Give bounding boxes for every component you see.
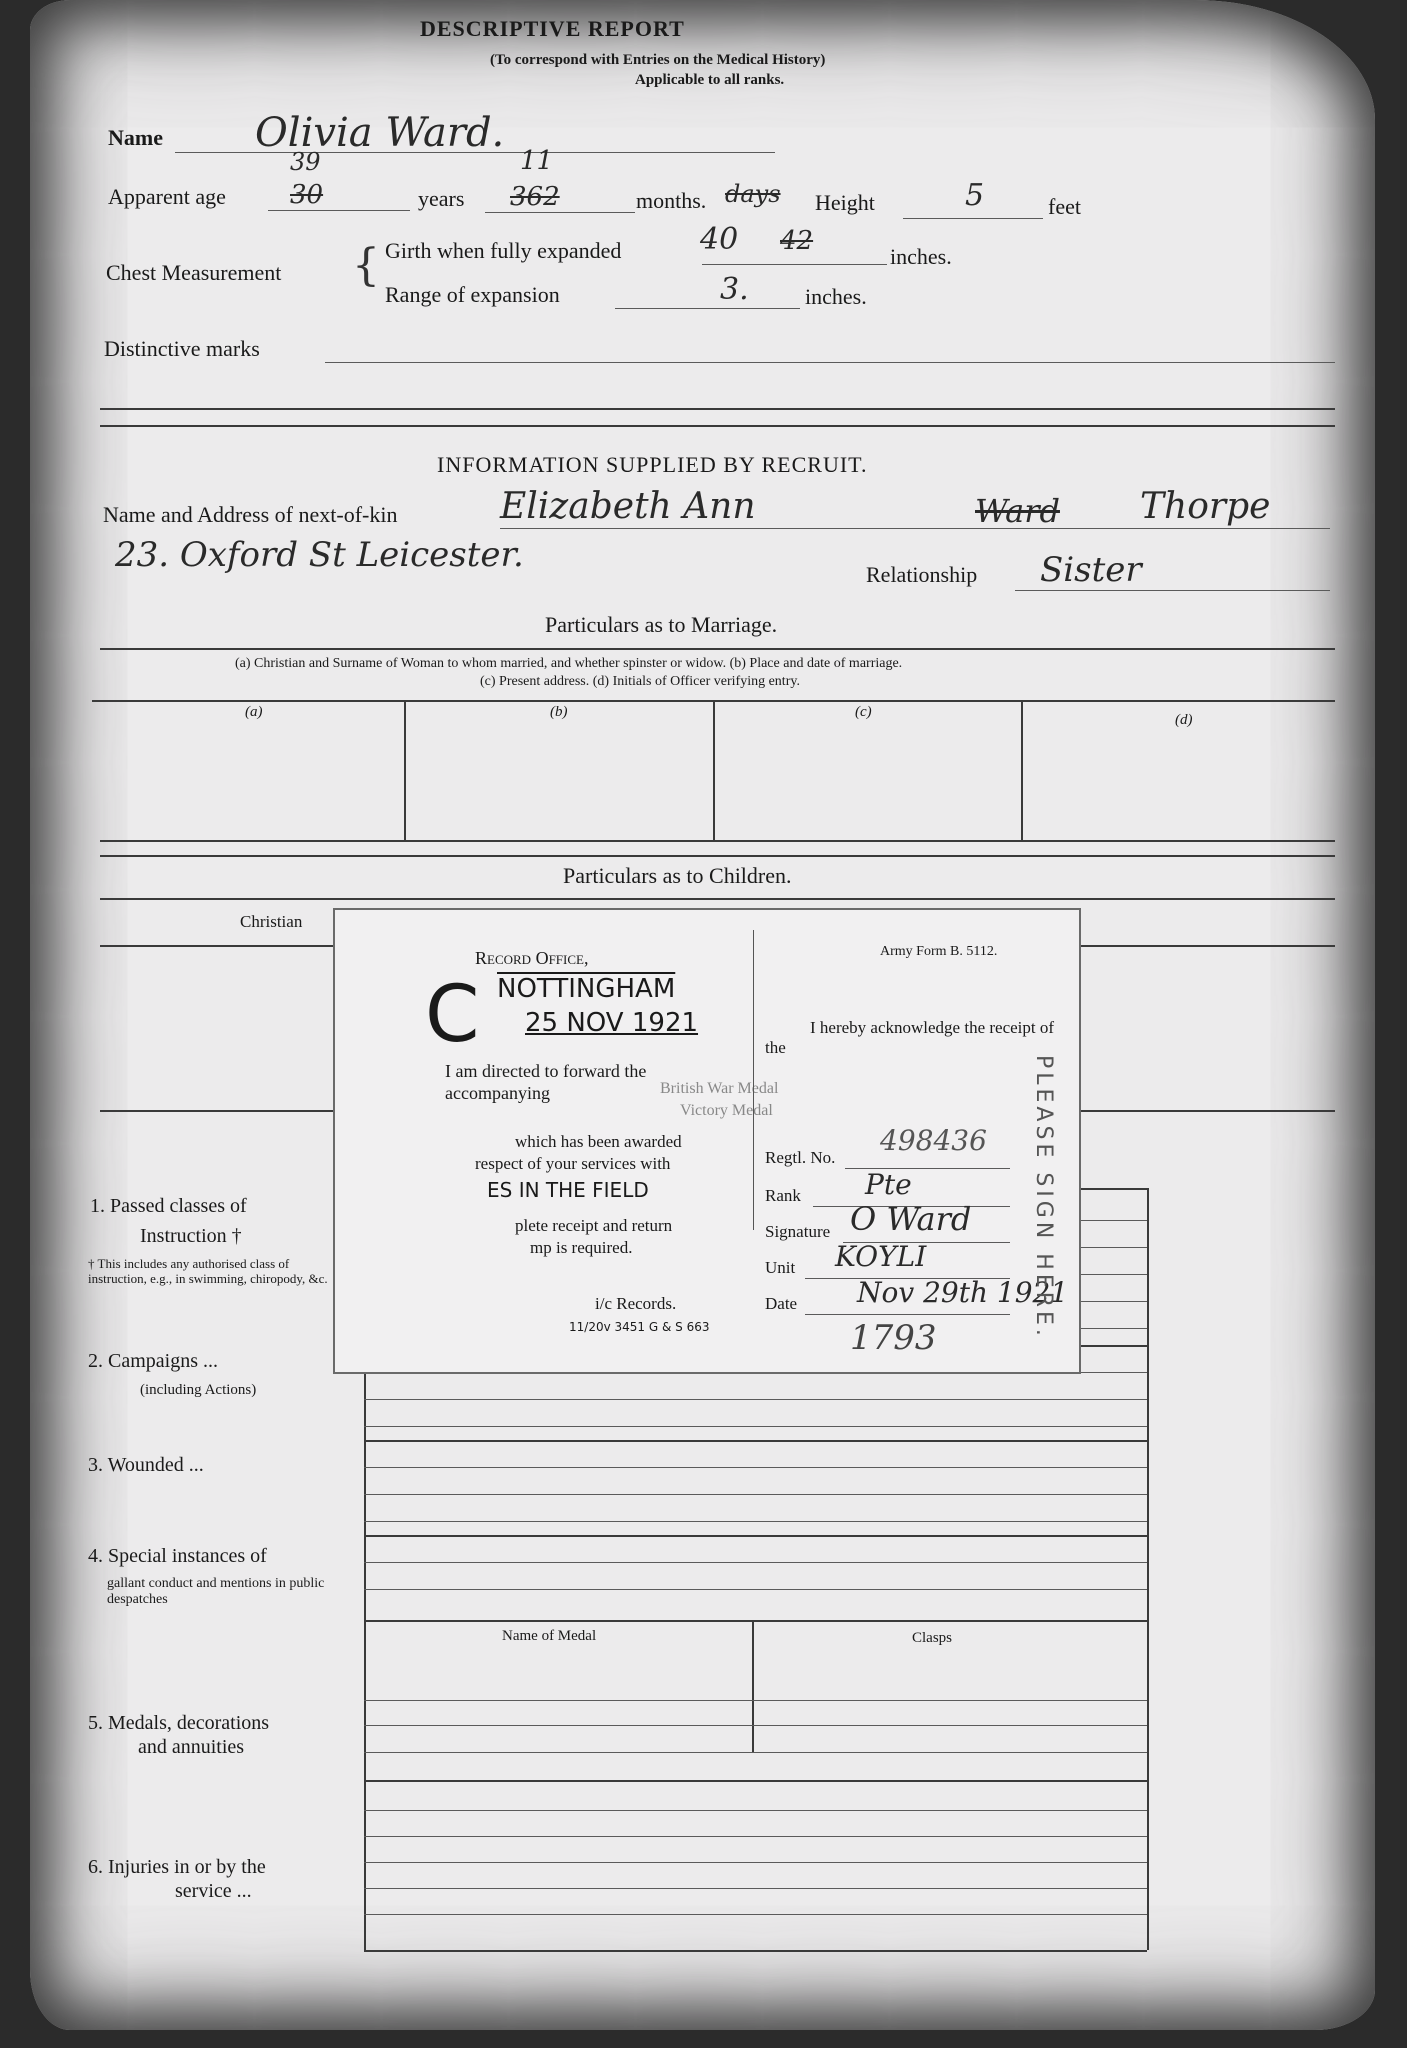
marks-label: Distinctive marks bbox=[104, 336, 260, 361]
chest-brace: { bbox=[352, 240, 380, 291]
slip-awarded: which has been awarded bbox=[515, 1132, 682, 1151]
months-value: 11 bbox=[520, 146, 554, 176]
marriage-bottom-line bbox=[100, 840, 1335, 842]
slip-regtl-label: Regtl. No. bbox=[765, 1148, 836, 1167]
slip-regtl-value: 498436 bbox=[880, 1124, 987, 1157]
marriage-col-d: (d) bbox=[1175, 712, 1193, 728]
children-row-line-4 bbox=[1077, 1110, 1335, 1112]
height-value: 5 bbox=[965, 178, 985, 213]
slip-sig-label: Signature bbox=[765, 1222, 831, 1241]
section-1-note: † This includes any authorised class of instruction, e.g., in swimming, chiropody, &c. bbox=[88, 1256, 328, 1286]
range-value: 3. bbox=[720, 272, 749, 307]
kin-label: Name and Address of next-of-kin bbox=[103, 502, 398, 527]
section-2-num: 2. bbox=[88, 1350, 103, 1372]
slip-field: ES IN THE FIELD bbox=[487, 1178, 649, 1202]
range-inches: inches. bbox=[805, 284, 867, 309]
doc-subtitle-2: Applicable to all ranks. bbox=[635, 72, 785, 88]
children-row-line-3 bbox=[100, 1110, 333, 1112]
kin-struck: Ward bbox=[975, 492, 1060, 530]
girth-label: Girth when fully expanded bbox=[385, 238, 622, 263]
section-6-label bbox=[88, 1856, 266, 1879]
name-value: Olivia Ward. bbox=[255, 110, 505, 156]
slip-rank-value: Pte bbox=[865, 1168, 912, 1201]
months-label: months. bbox=[636, 188, 707, 213]
slip-item-2: Victory Medal bbox=[680, 1102, 773, 1119]
children-header-line bbox=[100, 898, 1335, 900]
months-line bbox=[485, 212, 635, 213]
section-1-label bbox=[90, 1195, 247, 1218]
age-line bbox=[268, 210, 410, 211]
slip-date-value: Nov 29th 1921 bbox=[857, 1276, 1069, 1309]
age-struck: 30 bbox=[290, 180, 324, 210]
section-6-text: Injuries in or by the bbox=[108, 1856, 266, 1878]
marks-line-1 bbox=[325, 362, 1335, 363]
doc-title: DESCRIPTIVE REPORT bbox=[420, 16, 685, 41]
relationship-value: Sister bbox=[1040, 550, 1142, 590]
slip-respect: respect of your services with bbox=[475, 1154, 671, 1173]
slip-item: British War Medal bbox=[660, 1080, 779, 1097]
range-line bbox=[615, 308, 800, 309]
section-4-num: 4. bbox=[88, 1545, 103, 1567]
age-value: 39 bbox=[290, 148, 321, 176]
marriage-divider-1 bbox=[404, 702, 406, 840]
marriage-divider-3 bbox=[1021, 702, 1023, 840]
section-5-text-2: and annuities bbox=[138, 1736, 245, 1758]
medal-divider bbox=[752, 1622, 754, 1752]
slip-code: 11/20v 3451 G & S 663 bbox=[569, 1320, 710, 1334]
medal-name-header: Name of Medal bbox=[502, 1628, 597, 1644]
height-label: Height bbox=[815, 190, 875, 215]
slip-directed: I am directed to forward the accompanying bbox=[445, 1061, 647, 1103]
medal-clasps-header: Clasps bbox=[912, 1630, 953, 1646]
slip-unit-value: KOYLI bbox=[835, 1240, 927, 1273]
slip-sign-here: PLEASE SIGN HERE. bbox=[1031, 1055, 1056, 1340]
marriage-col-a: (a) bbox=[245, 704, 263, 720]
slip-ack: I hereby acknowledge the receipt of the bbox=[765, 1018, 1055, 1057]
slip-city: NOTTINGHAM bbox=[497, 974, 676, 1004]
section-4-label bbox=[88, 1545, 267, 1568]
slip-extra-num: 1793 bbox=[850, 1318, 937, 1358]
chest-label: Chest Measurement bbox=[106, 260, 282, 285]
marriage-top-line bbox=[100, 648, 1335, 650]
section-6-num: 6. bbox=[88, 1856, 103, 1878]
marriage-heading: Particulars as to Marriage. bbox=[545, 612, 778, 637]
sections-right-border bbox=[1147, 1188, 1149, 1950]
kin-surname: Thorpe bbox=[1140, 486, 1271, 527]
slip-army-form: Army Form B. 5112. bbox=[880, 944, 998, 959]
girth-inches: inches. bbox=[890, 244, 952, 269]
slip-records: i/c Records. bbox=[595, 1294, 677, 1313]
marriage-col-b: (b) bbox=[550, 704, 568, 720]
marriage-col-c: (c) bbox=[855, 704, 872, 720]
marriage-divider-2 bbox=[713, 702, 715, 840]
kin-line bbox=[500, 528, 1330, 529]
range-label: Range of expansion bbox=[385, 282, 560, 307]
marriage-note-2: (c) Present address. (d) Initials of Officer verifying entry. bbox=[480, 674, 800, 689]
kin-address: 23. Oxford St Leicester. bbox=[115, 535, 524, 575]
height-line bbox=[903, 218, 1043, 219]
section-3-num: 3. bbox=[88, 1454, 103, 1476]
girth-value: 40 bbox=[700, 222, 739, 257]
section-2-label bbox=[88, 1350, 218, 1373]
record-office-slip bbox=[333, 908, 1081, 1374]
slip-letter: C bbox=[425, 970, 480, 1060]
section-4-note: gallant conduct and mentions in public despatches bbox=[107, 1576, 325, 1607]
months-struck: 362 bbox=[510, 182, 560, 212]
children-row-line-2 bbox=[1077, 945, 1335, 947]
slip-unit-label: Unit bbox=[765, 1258, 796, 1277]
girth-line bbox=[702, 264, 887, 265]
section-5-num: 5. bbox=[88, 1712, 103, 1734]
children-christian-label: Christian bbox=[240, 912, 303, 931]
relationship-line bbox=[1015, 590, 1330, 591]
section-1-text-2: Instruction † bbox=[140, 1225, 242, 1247]
section-2-text: Campaigns ... bbox=[108, 1350, 218, 1372]
girth-struck: 42 bbox=[780, 226, 814, 256]
section-1-num: 1. bbox=[90, 1195, 105, 1217]
doc-subtitle: (To correspond with Entries on the Medical History) bbox=[490, 52, 826, 68]
feet-label: feet bbox=[1048, 194, 1081, 219]
years-label: years bbox=[418, 186, 465, 211]
age-label: Apparent age bbox=[108, 184, 226, 209]
children-row-line-1 bbox=[100, 945, 333, 947]
slip-divider bbox=[753, 930, 754, 1230]
marks-line-3 bbox=[100, 425, 1335, 427]
slip-complete: plete receipt and return bbox=[515, 1216, 673, 1235]
marks-line-2 bbox=[100, 408, 1335, 410]
relationship-label: Relationship bbox=[866, 562, 978, 587]
section-5-text: Medals, decorations bbox=[108, 1712, 270, 1734]
slip-stamp-req: mp is required. bbox=[530, 1238, 633, 1257]
section-6-text-2: service ... bbox=[175, 1880, 252, 1902]
section-3-text: Wounded ... bbox=[107, 1454, 204, 1476]
recruit-heading: INFORMATION SUPPLIED BY RECRUIT. bbox=[437, 452, 868, 477]
children-top-line bbox=[100, 855, 1335, 857]
section-2-note: (including Actions) bbox=[140, 1382, 257, 1398]
slip-date: 25 NOV 1921 bbox=[525, 1008, 699, 1038]
slip-record-office: Record Office, bbox=[475, 948, 589, 968]
section-1-text: Passed classes of bbox=[110, 1195, 247, 1217]
children-heading: Particulars as to Children. bbox=[563, 863, 792, 888]
section-5-label bbox=[88, 1712, 269, 1735]
slip-sig-value: O Ward bbox=[850, 1200, 972, 1238]
section-3-label bbox=[88, 1454, 204, 1477]
slip-rank-label: Rank bbox=[765, 1186, 801, 1205]
slip-date-label: Date bbox=[765, 1294, 798, 1313]
marriage-note-1: (a) Christian and Surname of Woman to whom married, and whether spinster or widow. (b) Place and date of marriage. bbox=[235, 656, 903, 671]
kin-name: Elizabeth Ann bbox=[500, 486, 756, 527]
days-struck: days bbox=[725, 180, 781, 208]
section-4-text: Special instances of bbox=[108, 1545, 267, 1567]
name-label: Name bbox=[108, 125, 163, 150]
